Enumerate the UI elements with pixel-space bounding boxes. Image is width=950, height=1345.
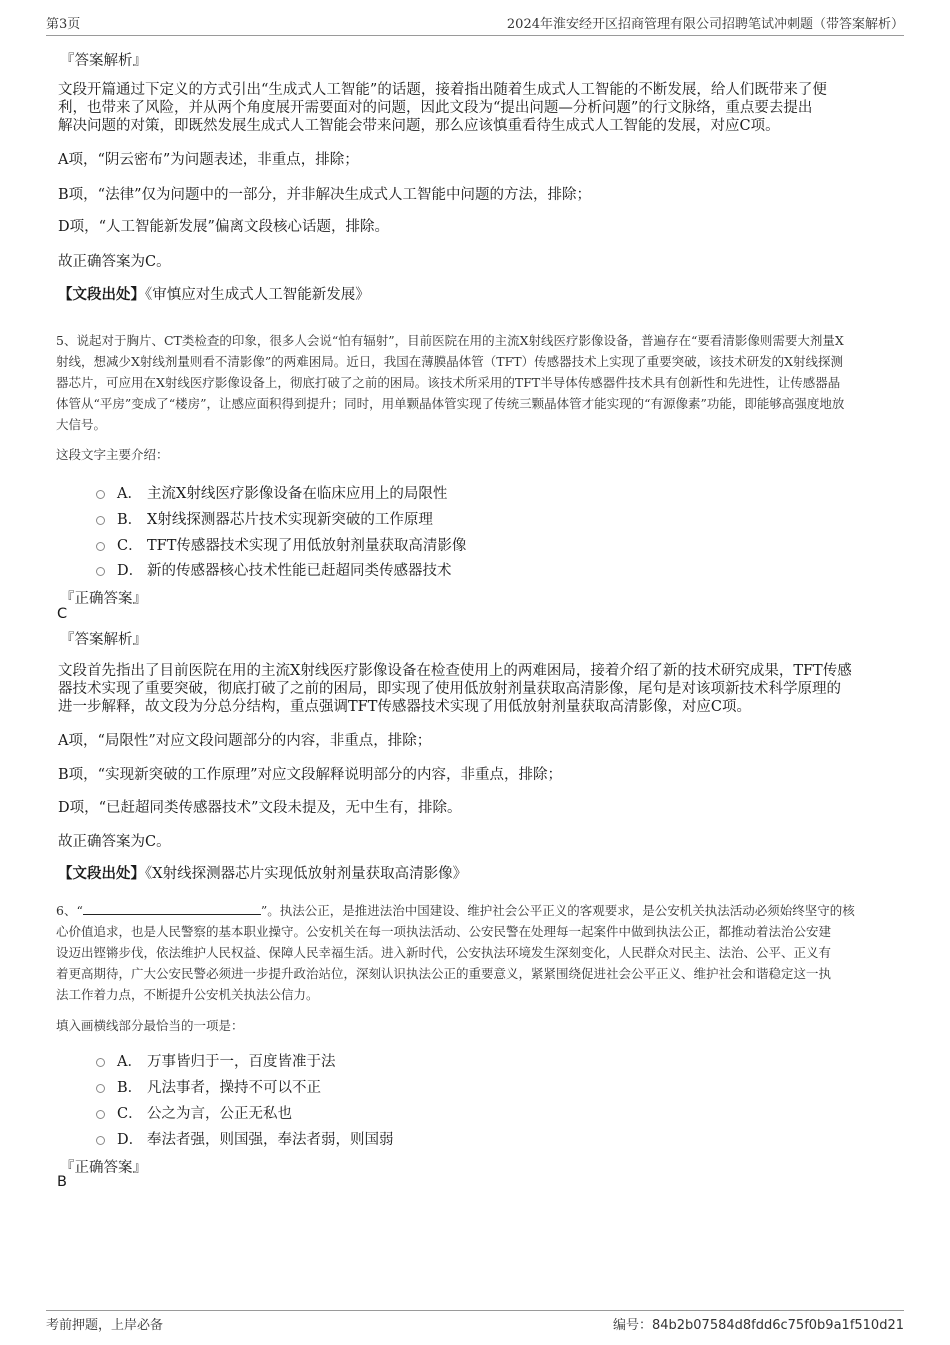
- q5-stem-line: 器芯片，可应用在X射线医疗影像设备上，彻底打破了之前的困局。该技术所采用的TFT半导体传感器件技术具有创新性和先进性，让传感器晶: [56, 375, 841, 390]
- q5-analysis-label: 『答案解析』: [60, 632, 147, 648]
- q5-analysis: [58, 662, 852, 716]
- q6-stem-line: 法工作着力点，不断提升公安机关执法公信力。: [56, 987, 319, 1002]
- document-title: 2024年淮安经开区招商管理有限公司招聘笔试冲刺题（带答案解析）: [506, 17, 904, 32]
- q5-option-a[interactable]: [96, 482, 447, 503]
- q6-answer: B: [57, 1174, 67, 1190]
- q5-answer-label: 『正确答案』: [60, 591, 147, 607]
- q4-source-label: 【文段出处】: [58, 286, 145, 303]
- footer-slogan: 考前押题，上岸必备: [46, 1318, 164, 1333]
- q4-source-title: 《审慎应对生成式人工智能新发展》: [145, 287, 370, 303]
- q6-stem-line: 设迈出铿锵步伐，依法维护人民权益、保障人民幸福生活。进入新时代，公安执法环境发生深刻变化，人民群众对民主、法治、公平、正义有: [56, 945, 832, 960]
- q5-analysis-line: 器技术实现了重要突破，彻底打破了之前的困局，即实现了使用低放射剂量获取高清影像，尾句是对该项新技术科学原理的: [58, 681, 841, 697]
- q5-prompt: 这段文字主要介绍：: [56, 447, 169, 462]
- q5-note-d: D项，“已赶超同类传感器技术”文段未提及，无中生有，排除。: [58, 800, 462, 816]
- radio-icon[interactable]: [96, 1110, 105, 1119]
- code-label: 编号：: [612, 1318, 652, 1333]
- q4-note-b: B项，“法律”仅为问题中的一部分，并非解决生成式人工智能中问题的方法，排除；: [58, 187, 591, 203]
- page-number: 第3页: [46, 17, 81, 32]
- footer-code: [613, 1314, 904, 1333]
- option-text: 奉法者强，则国强，奉法者弱，则国弱: [147, 1132, 394, 1148]
- q5-stem-line: 射线，想减少X射线剂量则看不清影像”的两难困局。近日，我国在薄膜晶体管（TFT）传感器技术上实现了重要突破，该技术研发的X射线探测: [56, 354, 844, 369]
- q4-source: [58, 286, 370, 304]
- q6-stem: [56, 900, 906, 1005]
- option-letter: D．: [117, 1132, 144, 1148]
- q6-prompt: 填入画横线部分最恰当的一项是：: [56, 1018, 244, 1033]
- q5-conclusion: 故正确答案为C。: [58, 834, 171, 850]
- radio-icon[interactable]: [96, 516, 105, 525]
- option-text: 公之为言，公正无私也: [147, 1106, 292, 1122]
- q6-stem-line: [56, 900, 906, 921]
- q5-source-label: 【文段出处】: [58, 865, 145, 882]
- q4-analysis-line: 利，也带来了风险，并从两个角度展开需要面对的问题，因此文段为“提出问题—分析问题”的行文脉络，重点要去提出: [58, 100, 813, 116]
- option-text: X射线探测器芯片技术实现新突破的工作原理: [147, 512, 433, 528]
- option-text: 凡法事者，操持不可以不正: [147, 1080, 321, 1096]
- option-text: 主流X射线医疗影像设备在临床应用上的局限性: [147, 486, 448, 502]
- page-footer: [46, 1310, 904, 1333]
- q5-stem-line: 5、说起对于胸片、CT类检查的印象，很多人会说“怕有辐射”，目前医院在用的主流X射线医疗影像设备，普遍存在“要看清影像则需要大剂量X: [56, 333, 844, 348]
- option-letter: B．: [117, 1080, 143, 1096]
- q6-stem-prefix: 6、“: [56, 903, 83, 918]
- q5-option-b[interactable]: [96, 508, 433, 529]
- q5-note-b: B项，“实现新突破的工作原理”对应文段解释说明部分的内容，非重点，排除；: [58, 767, 562, 783]
- q6-stem-first-rest: ”。执法公正，是推进法治中国建设、维护社会公平正义的客观要求，是公安机关执法活动必须始终坚守的核: [260, 903, 855, 918]
- q5-stem: [56, 330, 906, 435]
- option-letter: C．: [117, 538, 143, 554]
- option-letter: B．: [117, 512, 143, 528]
- q4-conclusion: 故正确答案为C。: [58, 254, 171, 270]
- option-letter: D．: [117, 563, 144, 579]
- q5-source-title: 《X射线探测器芯片实现低放射剂量获取高清影像》: [145, 866, 468, 882]
- q4-analysis-label: 『答案解析』: [60, 53, 147, 69]
- q6-stem-line: 心价值追求，也是人民警察的基本职业操守。公安机关在每一项执法活动、公安民警在处理每一起案件中做到执法公正，都推动着法治公安建: [56, 924, 832, 939]
- option-letter: A．: [117, 1054, 142, 1070]
- q6-option-c[interactable]: [96, 1102, 292, 1123]
- q5-analysis-line: 进一步解释，故文段为分总分结构，重点强调TFT传感器技术实现了用低放射剂量获取高清影像，对应C项。: [58, 699, 751, 715]
- option-letter: C．: [117, 1106, 143, 1122]
- q4-analysis-line: 文段开篇通过下定义的方式引出“生成式人工智能”的话题，接着指出随着生成式人工智能的不断发展，给人们既带来了便: [58, 82, 827, 98]
- q4-note-a: A项，“阴云密布”为问题表述，非重点，排除；: [58, 152, 359, 168]
- option-letter: A．: [117, 486, 142, 502]
- q6-option-b[interactable]: [96, 1076, 321, 1097]
- radio-icon[interactable]: [96, 1136, 105, 1145]
- option-text: TFT传感器技术实现了用低放射剂量获取高清影像: [147, 538, 467, 554]
- q6-option-d[interactable]: [96, 1128, 394, 1149]
- q4-note-d: D项，“人工智能新发展”偏离文段核心话题，排除。: [58, 219, 389, 235]
- radio-icon[interactable]: [96, 542, 105, 551]
- fill-blank: [83, 902, 261, 915]
- q4-analysis: [58, 81, 827, 135]
- radio-icon[interactable]: [96, 1084, 105, 1093]
- code-value: 84b2b07584d8fdd6c75f0b9a1f510d21: [651, 1318, 904, 1333]
- radio-icon[interactable]: [96, 567, 105, 576]
- q5-stem-line: 体管从“平房”变成了“楼房”，让感应面积得到提升；同时，用单颗晶体管实现了传统三颗晶体管才能实现的“有源像素”功能，即能够高强度地放: [56, 396, 845, 411]
- q4-analysis-line: 解决问题的对策，即既然发展生成式人工智能会带来问题，那么应该慎重看待生成式人工智能的发展，对应C项。: [58, 118, 780, 134]
- q5-answer: C: [57, 606, 68, 622]
- q5-stem-line: 大信号。: [56, 417, 107, 432]
- q5-option-c[interactable]: [96, 534, 466, 555]
- radio-icon[interactable]: [96, 490, 105, 499]
- radio-icon[interactable]: [96, 1058, 105, 1067]
- q6-answer-label: 『正确答案』: [60, 1160, 147, 1176]
- option-text: 万事皆归于一，百度皆准于法: [147, 1054, 336, 1070]
- page-header: [46, 12, 904, 36]
- q6-option-a[interactable]: [96, 1050, 336, 1071]
- option-text: 新的传感器核心技术性能已赶超同类传感器技术: [147, 563, 452, 579]
- q5-option-d[interactable]: [96, 559, 452, 580]
- q5-note-a: A项，“局限性”对应文段问题部分的内容，非重点，排除；: [58, 733, 432, 749]
- q5-source: [58, 865, 467, 883]
- q6-stem-line: 着更高期待，广大公安民警必须进一步提升政治站位，深刻认识执法公正的重要意义，紧紧围绕促进社会公平正义、维护社会和谐稳定这一执: [56, 966, 832, 981]
- q5-analysis-line: 文段首先指出了目前医院在用的主流X射线医疗影像设备在检查使用上的两难困局，接着介绍了新的技术研究成果，TFT传感: [58, 663, 852, 679]
